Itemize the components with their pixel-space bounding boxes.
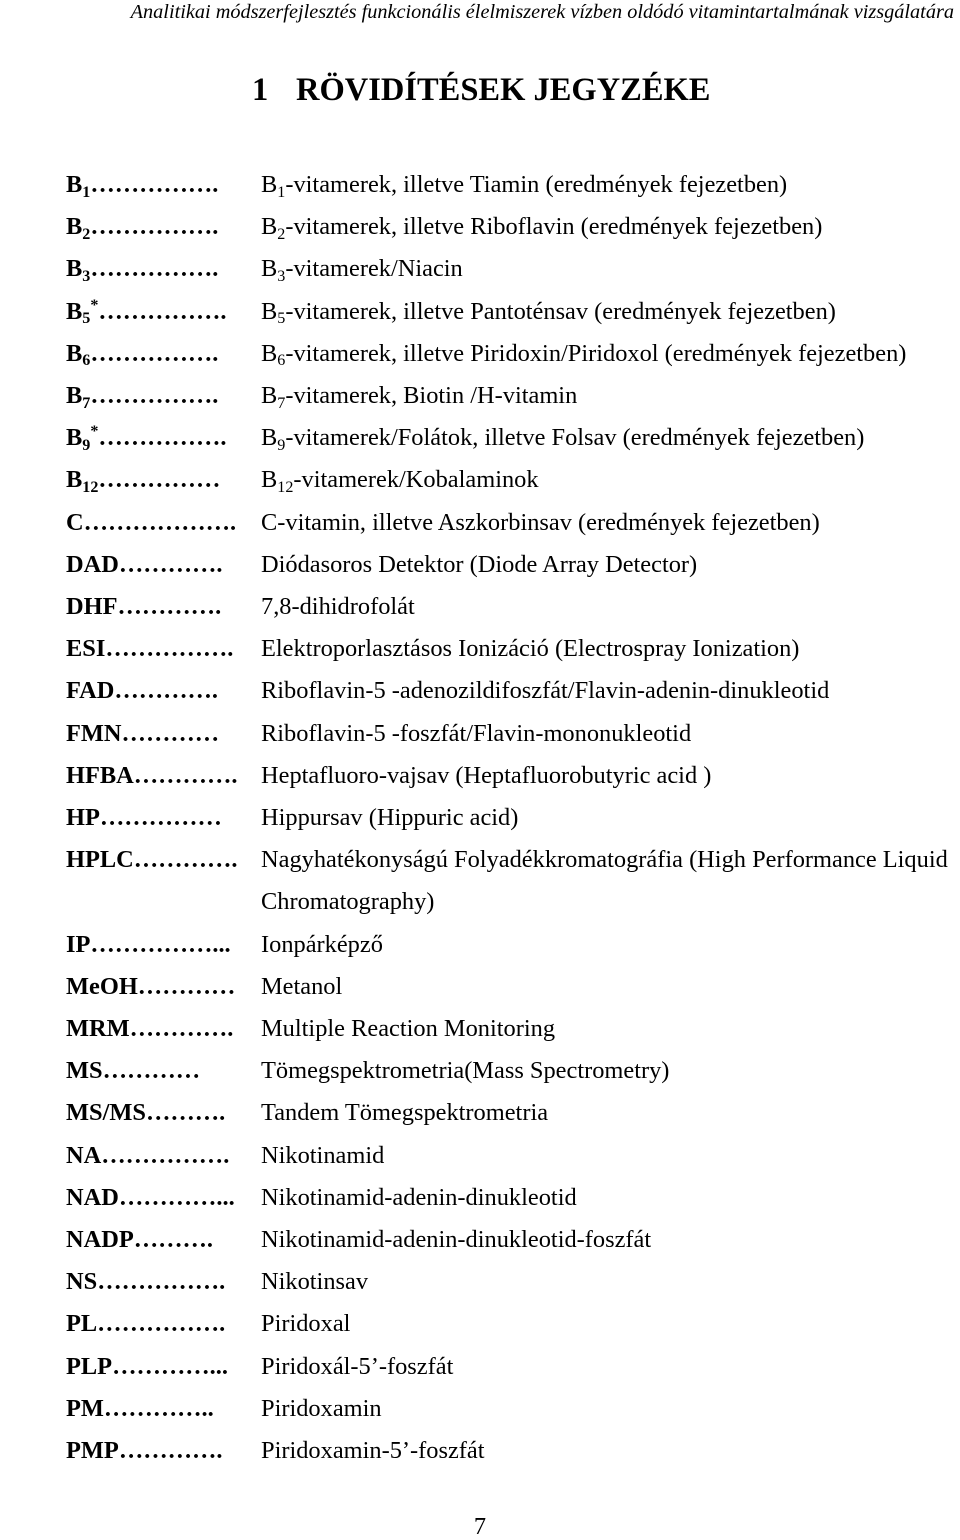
definition-text: Ionpárképző bbox=[261, 930, 383, 958]
definition-text: Piridoxamin bbox=[261, 1394, 382, 1422]
term-leader-dots: ……………. bbox=[90, 339, 219, 367]
definition-lead: B bbox=[261, 424, 278, 452]
term-leader-dots: ……………. bbox=[90, 171, 219, 198]
term-superscript: * bbox=[90, 423, 99, 441]
term-text: NS bbox=[66, 1268, 98, 1296]
abbreviation-row bbox=[0, 248, 960, 290]
abbreviation-definition bbox=[261, 248, 463, 290]
term-subscript: 9 bbox=[82, 436, 91, 454]
term-text: B bbox=[66, 382, 83, 410]
abbreviation-row bbox=[0, 333, 960, 375]
abbreviation-term bbox=[0, 417, 261, 459]
abbreviation-term bbox=[0, 1177, 261, 1219]
abbreviation-definition bbox=[261, 1008, 555, 1050]
term-leader-dots: …………. bbox=[114, 677, 218, 705]
definition-text: Piridoxál-5’-foszfát bbox=[261, 1352, 454, 1380]
term-leader-dots: ……………. bbox=[105, 635, 234, 663]
abbreviation-row bbox=[0, 502, 960, 544]
term-subscript: 6 bbox=[82, 352, 91, 370]
definition-text: Nikotinamid-adenin-dinukleotid bbox=[261, 1183, 577, 1211]
definition-text: Nikotinamid-adenin-dinukleotid-foszfát bbox=[261, 1226, 652, 1254]
definition-text: -vitamerek, illetve Riboflavin (eredmények fejezetben) bbox=[285, 213, 823, 241]
definition-lead: B bbox=[261, 297, 278, 325]
definition-text: -vitamerek/Niacin bbox=[285, 255, 463, 283]
term-leader-dots: …………... bbox=[112, 1352, 228, 1380]
term-text: DAD bbox=[66, 550, 119, 578]
term-subscript: 3 bbox=[82, 267, 91, 285]
abbreviation-row bbox=[0, 628, 960, 670]
term-text: NA bbox=[66, 1141, 102, 1169]
abbreviation-definition bbox=[261, 1050, 669, 1092]
abbreviation-definition bbox=[261, 797, 518, 839]
abbreviation-row bbox=[0, 417, 960, 459]
definition-continuation: Chromatography) bbox=[261, 888, 435, 916]
abbreviation-term bbox=[0, 544, 261, 586]
term-leader-dots: …………... bbox=[118, 1183, 235, 1211]
term-subscript: 2 bbox=[82, 225, 91, 243]
abbreviation-term bbox=[0, 1050, 261, 1092]
term-leader-dots: …………. bbox=[133, 846, 238, 874]
abbreviation-term bbox=[0, 1388, 261, 1430]
abbreviation-definition bbox=[261, 1092, 548, 1134]
abbreviation-term bbox=[0, 924, 261, 966]
abbreviation-row bbox=[0, 1388, 960, 1430]
term-leader-dots: ………. bbox=[133, 1226, 214, 1254]
abbreviation-term bbox=[0, 755, 261, 797]
definition-subscript: 9 bbox=[277, 436, 286, 454]
term-leader-dots: …………. bbox=[133, 761, 238, 789]
abbreviation-definition bbox=[261, 1177, 577, 1219]
definition-text: Tömegspektrometria(Mass Spectrometry) bbox=[261, 1057, 670, 1085]
term-text: HFBA bbox=[66, 761, 134, 789]
abbreviation-definition bbox=[261, 544, 697, 586]
abbreviation-row bbox=[0, 1008, 960, 1050]
term-leader-dots: ……………. bbox=[101, 1141, 230, 1169]
term-subscript: 1 bbox=[82, 183, 91, 201]
abbreviation-row bbox=[0, 544, 960, 586]
abbreviation-row bbox=[0, 586, 960, 628]
definition-text: Riboflavin-5 -foszfát/Flavin-mononukleotid bbox=[261, 719, 692, 747]
abbreviation-row bbox=[0, 164, 960, 206]
abbreviation-term bbox=[0, 797, 261, 839]
term-leader-dots: …………. bbox=[118, 1437, 223, 1465]
abbreviation-term bbox=[0, 1219, 261, 1261]
definition-text: Piridoxamin-5’-foszfát bbox=[261, 1437, 485, 1465]
definition-lead: B bbox=[261, 255, 278, 283]
term-leader-dots: ………. bbox=[145, 1099, 226, 1127]
abbreviation-definition bbox=[261, 164, 787, 206]
abbreviation-row bbox=[0, 839, 960, 923]
term-leader-dots: …………… bbox=[99, 804, 222, 832]
definition-text: Nikotinamid bbox=[261, 1141, 385, 1169]
abbreviation-term bbox=[0, 291, 261, 333]
abbreviation-row bbox=[0, 1177, 960, 1219]
abbreviation-term bbox=[0, 670, 261, 712]
term-subscript: 12 bbox=[82, 478, 99, 496]
definition-subscript: 5 bbox=[277, 310, 286, 328]
abbreviation-definition bbox=[261, 924, 383, 966]
term-text: PLP bbox=[66, 1352, 113, 1380]
abbreviation-definition bbox=[261, 1388, 382, 1430]
abbreviation-definition bbox=[261, 586, 415, 628]
definition-text: Tandem Tömegspektrometria bbox=[261, 1099, 549, 1127]
definition-text: -vitamerek/Folátok, illetve Folsav (eredmények fejezetben) bbox=[285, 424, 865, 452]
chapter-title bbox=[252, 70, 711, 110]
term-text: DHF bbox=[66, 593, 118, 621]
abbreviation-term bbox=[0, 1135, 261, 1177]
definition-text: Piridoxal bbox=[261, 1310, 351, 1338]
definition-subscript: 1 bbox=[277, 183, 286, 201]
abbreviation-row bbox=[0, 459, 960, 501]
term-text: PMP bbox=[66, 1437, 119, 1465]
abbreviation-term bbox=[0, 713, 261, 755]
term-text: IP bbox=[66, 930, 91, 958]
term-leader-dots: ………….. bbox=[103, 1394, 214, 1422]
abbreviation-definition bbox=[261, 502, 820, 544]
abbreviation-row bbox=[0, 966, 960, 1008]
abbreviation-row bbox=[0, 924, 960, 966]
abbreviation-definition bbox=[261, 291, 836, 333]
abbreviation-term bbox=[0, 1008, 261, 1050]
abbreviation-row bbox=[0, 1135, 960, 1177]
abbreviation-row bbox=[0, 755, 960, 797]
abbreviation-definition bbox=[261, 417, 864, 459]
term-text: HPLC bbox=[66, 846, 134, 874]
abbreviation-definition bbox=[261, 459, 539, 501]
definition-text: C-vitamin, illetve Aszkorbinsav (eredmények fejezetben) bbox=[261, 508, 820, 536]
running-header: Analitikai módszerfejlesztés funkcionális élelmiszerek vízben oldódó vitamintartalmának vizsgálatára bbox=[130, 1, 954, 23]
definition-text: Diódasoros Detektor (Diode Array Detector) bbox=[261, 550, 698, 578]
chapter-title-text: RÖVIDÍTÉSEK JEGYZÉKE bbox=[296, 72, 711, 108]
term-text: B bbox=[66, 339, 83, 367]
abbreviation-definition bbox=[261, 1303, 350, 1345]
abbreviation-row bbox=[0, 375, 960, 417]
definition-subscript: 6 bbox=[277, 352, 286, 370]
term-leader-dots: ……………. bbox=[90, 213, 219, 241]
term-text: B bbox=[66, 255, 83, 283]
abbreviation-term bbox=[0, 1346, 261, 1388]
term-leader-dots: ………… bbox=[137, 972, 236, 1000]
definition-text: -vitamerek, illetve Tiamin (eredmények fejezetben) bbox=[285, 171, 788, 198]
abbreviation-row bbox=[0, 713, 960, 755]
abbreviation-row bbox=[0, 1303, 960, 1345]
term-subscript: 5 bbox=[82, 310, 91, 328]
definition-text: -vitamerek/Kobalaminok bbox=[293, 466, 539, 494]
definition-subscript: 2 bbox=[277, 225, 286, 243]
term-text: B bbox=[66, 424, 83, 452]
term-text: MRM bbox=[66, 1015, 130, 1043]
term-leader-dots: …………. bbox=[117, 593, 222, 621]
abbreviation-row bbox=[0, 670, 960, 712]
abbreviation-term bbox=[0, 1430, 261, 1472]
abbreviation-term bbox=[0, 459, 261, 501]
abbreviation-term bbox=[0, 966, 261, 1008]
term-text: NAD bbox=[66, 1183, 119, 1211]
definition-subscript: 3 bbox=[277, 267, 286, 285]
abbreviation-term bbox=[0, 1261, 261, 1303]
abbreviation-row bbox=[0, 206, 960, 248]
abbreviation-term bbox=[0, 502, 261, 544]
abbreviation-definition bbox=[261, 1430, 485, 1472]
abbreviation-term bbox=[0, 628, 261, 670]
term-text: FMN bbox=[66, 719, 122, 747]
abbreviation-row bbox=[0, 1050, 960, 1092]
term-text: MeOH bbox=[66, 972, 138, 1000]
term-leader-dots: ………… bbox=[102, 1057, 201, 1085]
definition-text: Nagyhatékonyságú Folyadékkromatográfia (High Performance Liquid bbox=[261, 846, 948, 874]
term-text: FAD bbox=[66, 677, 115, 705]
definition-text: -vitamerek, Biotin /H-vitamin bbox=[285, 382, 578, 410]
abbreviation-row bbox=[0, 1261, 960, 1303]
definition-text: Hippursav (Hippuric acid) bbox=[261, 804, 519, 832]
term-text: B bbox=[66, 213, 83, 241]
term-subscript: 7 bbox=[82, 394, 91, 412]
abbreviation-definition bbox=[261, 755, 711, 797]
definition-text: Riboflavin-5 -adenozildifoszfát/Flavin-adenin-dinukleotid bbox=[261, 677, 830, 705]
definition-text: 7,8-dihidrofolát bbox=[261, 593, 415, 621]
term-text: B bbox=[66, 171, 83, 198]
abbreviation-term bbox=[0, 586, 261, 628]
term-superscript: * bbox=[90, 296, 99, 314]
term-leader-dots: ……………. bbox=[98, 297, 227, 325]
abbreviation-row bbox=[0, 1092, 960, 1134]
definition-lead: B bbox=[261, 339, 278, 367]
term-text: B bbox=[66, 466, 83, 494]
abbreviation-definition bbox=[261, 713, 691, 755]
definition-text: -vitamerek, illetve Pantoténsav (eredmények fejezetben) bbox=[285, 297, 836, 325]
abbreviation-row bbox=[0, 1430, 960, 1472]
abbreviation-list bbox=[0, 164, 960, 1472]
abbreviation-term bbox=[0, 1303, 261, 1345]
abbreviation-definition bbox=[261, 375, 577, 417]
term-leader-dots: ……………... bbox=[90, 930, 231, 958]
abbreviation-definition bbox=[261, 1135, 384, 1177]
definition-lead: B bbox=[261, 171, 278, 198]
abbreviation-definition bbox=[261, 628, 799, 670]
term-text: PM bbox=[66, 1394, 104, 1422]
abbreviation-term bbox=[0, 248, 261, 290]
abbreviation-definition bbox=[261, 839, 948, 923]
abbreviation-definition bbox=[261, 1219, 651, 1261]
definition-lead: B bbox=[261, 466, 278, 494]
term-leader-dots: ………………. bbox=[83, 508, 237, 536]
abbreviation-row bbox=[0, 797, 960, 839]
term-leader-dots: …………. bbox=[129, 1015, 234, 1043]
abbreviation-term bbox=[0, 1092, 261, 1134]
definition-text: Elektroporlasztásos Ionizáció (Electrospray Ionization) bbox=[261, 635, 800, 663]
term-text: HP bbox=[66, 804, 100, 832]
term-text: C bbox=[66, 508, 84, 536]
term-text: PL bbox=[66, 1310, 98, 1338]
term-leader-dots: …………… bbox=[98, 466, 221, 494]
term-leader-dots: ……………. bbox=[98, 424, 227, 452]
abbreviation-definition bbox=[261, 966, 342, 1008]
term-text: B bbox=[66, 297, 83, 325]
abbreviation-row bbox=[0, 1219, 960, 1261]
abbreviation-row bbox=[0, 1346, 960, 1388]
definition-lead: B bbox=[261, 213, 278, 241]
definition-text: Nikotinsav bbox=[261, 1268, 369, 1296]
abbreviation-definition bbox=[261, 1261, 368, 1303]
term-text: MS/MS bbox=[66, 1099, 146, 1127]
term-leader-dots: ……………. bbox=[90, 382, 219, 410]
term-leader-dots: ……………. bbox=[90, 255, 219, 283]
definition-subscript: 7 bbox=[277, 394, 286, 412]
abbreviation-term bbox=[0, 375, 261, 417]
abbreviation-term bbox=[0, 333, 261, 375]
term-leader-dots: ……………. bbox=[97, 1268, 226, 1296]
term-text: MS bbox=[66, 1057, 103, 1085]
chapter-number: 1 bbox=[252, 72, 269, 108]
term-text: ESI bbox=[66, 635, 106, 663]
abbreviation-definition bbox=[261, 670, 829, 712]
term-text: NADP bbox=[66, 1226, 134, 1254]
term-leader-dots: ………… bbox=[121, 719, 220, 747]
page-number: 7 bbox=[473, 1513, 487, 1540]
definition-subscript: 12 bbox=[277, 478, 294, 496]
abbreviation-term bbox=[0, 164, 261, 206]
definition-text: Multiple Reaction Monitoring bbox=[261, 1015, 556, 1043]
term-leader-dots: …………. bbox=[118, 550, 223, 578]
term-leader-dots: ……………. bbox=[97, 1310, 226, 1338]
abbreviation-term bbox=[0, 206, 261, 248]
abbreviation-term bbox=[0, 839, 261, 881]
abbreviation-definition bbox=[261, 206, 822, 248]
abbreviation-definition bbox=[261, 333, 906, 375]
definition-text: Metanol bbox=[261, 972, 343, 1000]
definition-text: -vitamerek, illetve Piridoxin/Piridoxol (eredmények fejezetben) bbox=[285, 339, 907, 367]
definition-text: Heptafluoro-vajsav (Heptafluorobutyric acid ) bbox=[261, 761, 712, 789]
definition-lead: B bbox=[261, 382, 278, 410]
abbreviation-row bbox=[0, 291, 960, 333]
abbreviation-definition bbox=[261, 1346, 453, 1388]
